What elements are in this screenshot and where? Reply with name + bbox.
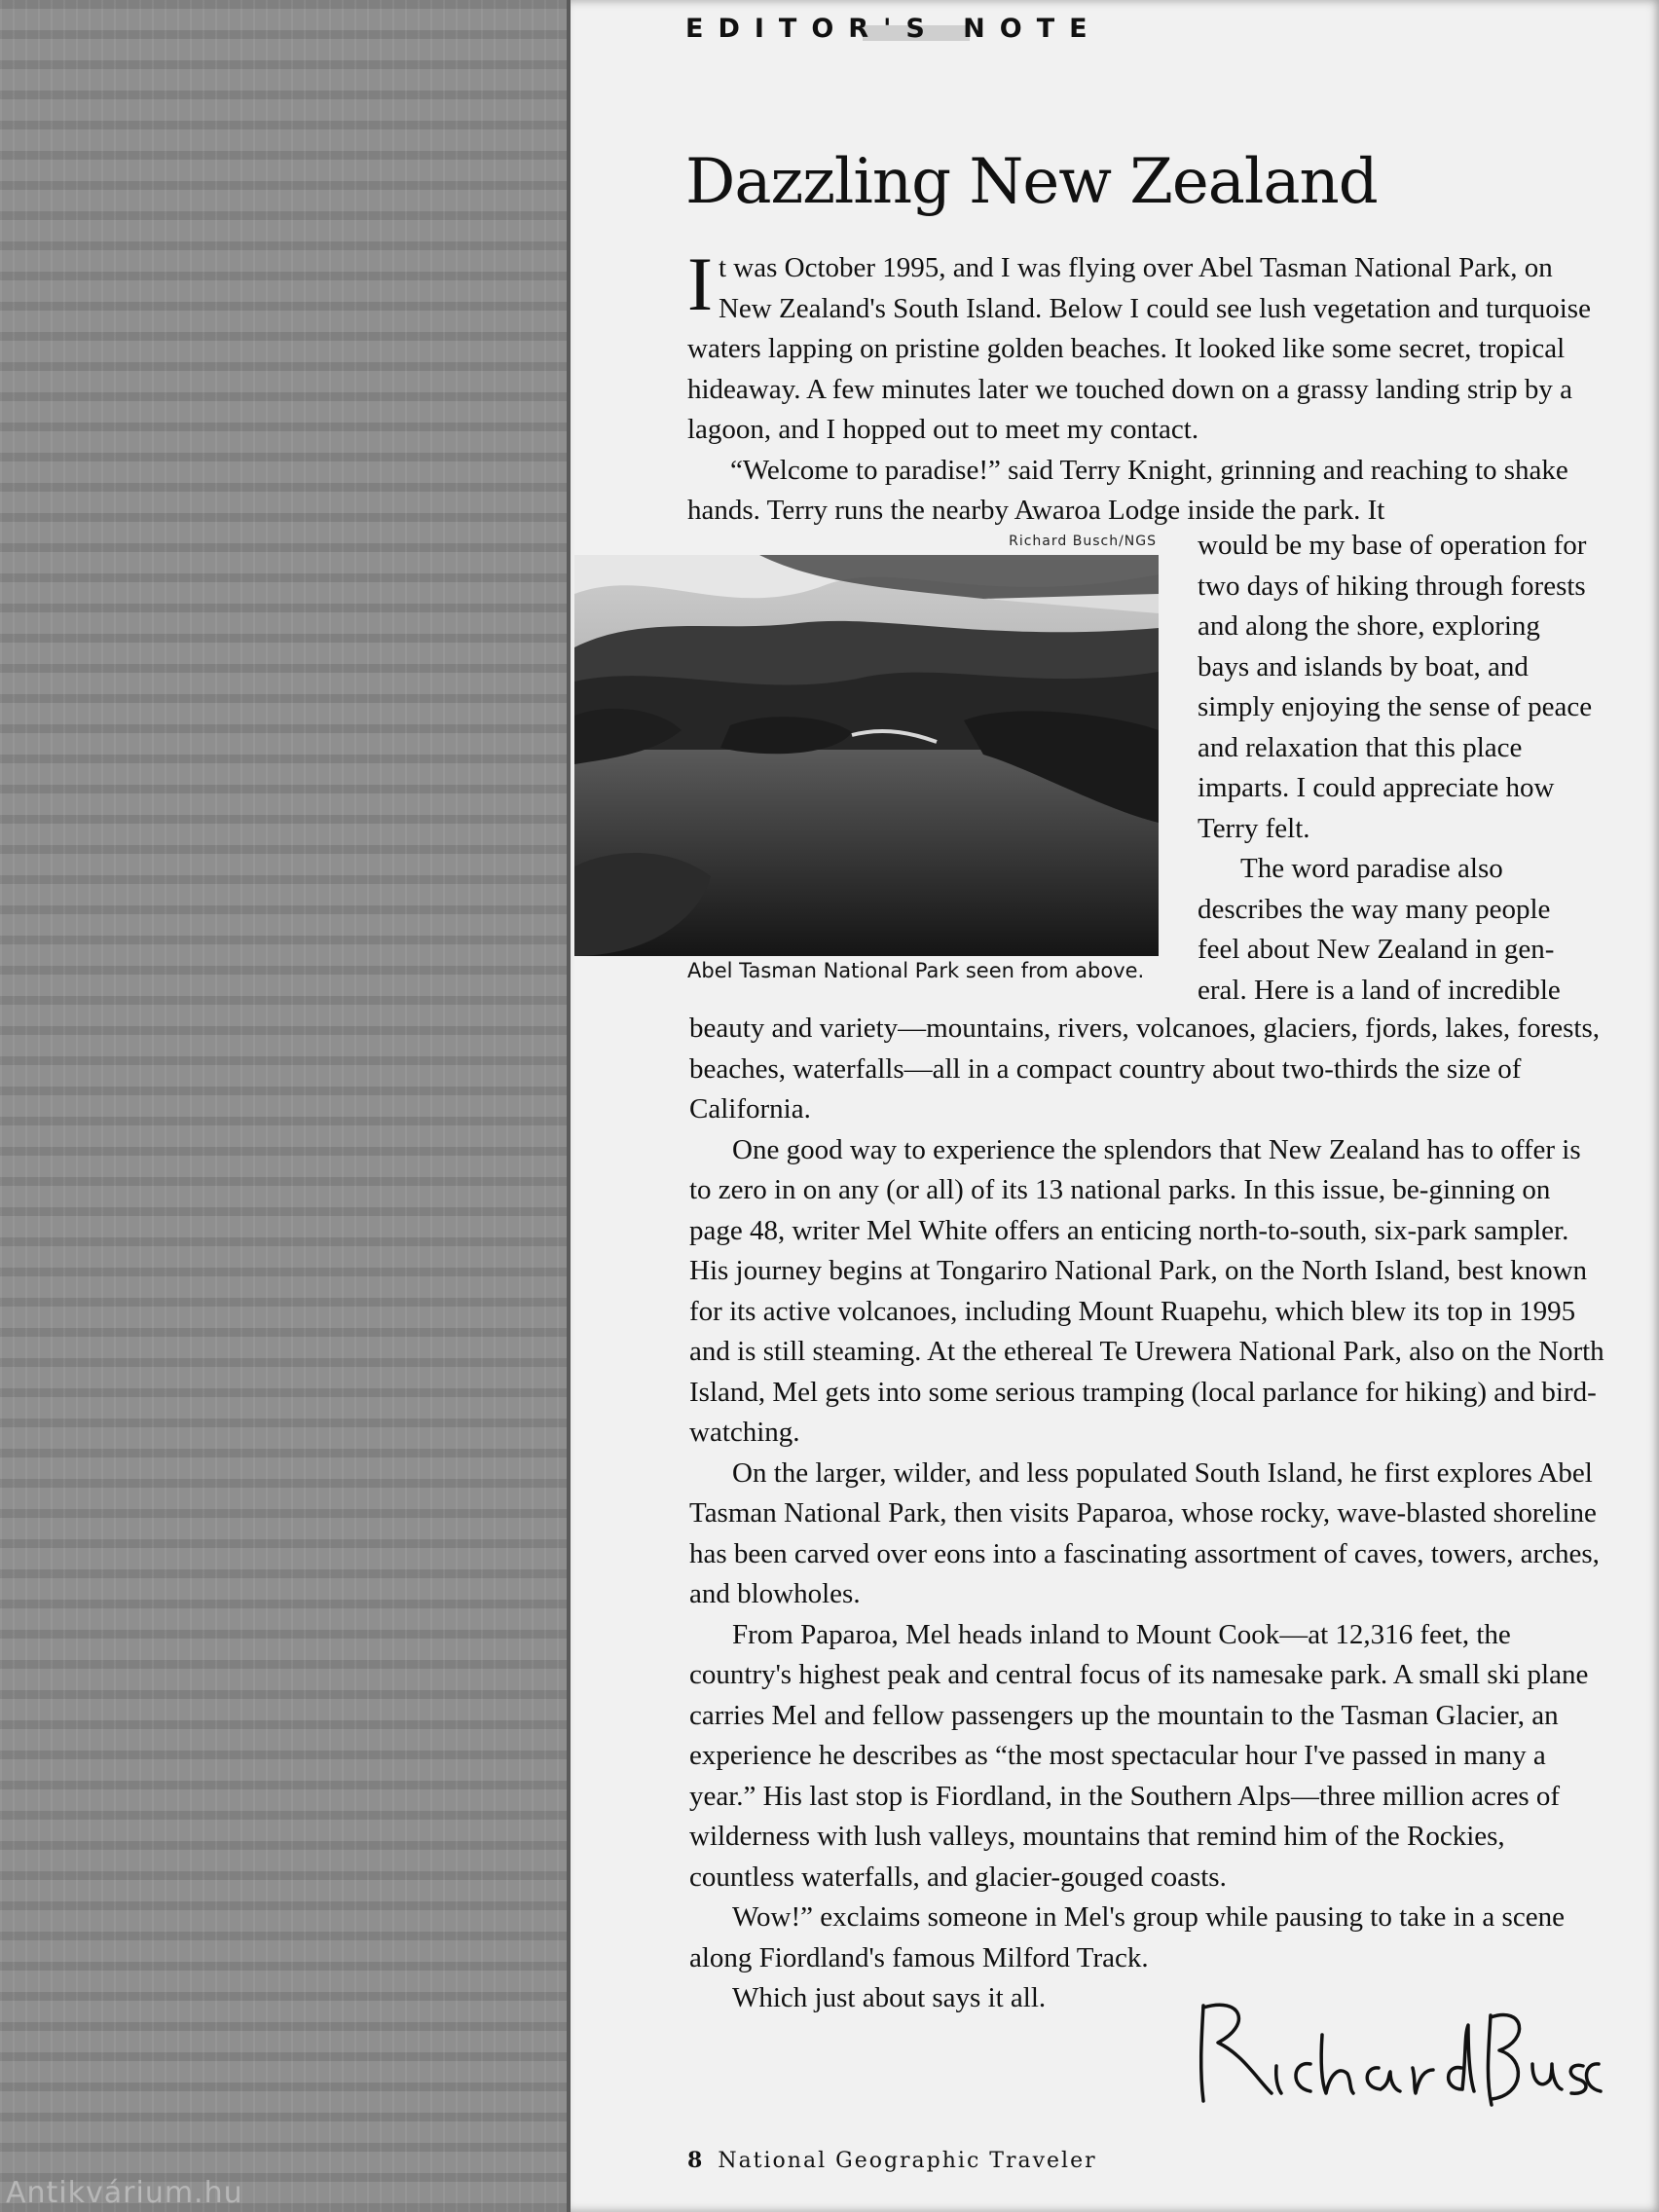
paragraph-3-end: beauty and variety—mountains, rivers, volcanoes, glaciers, fjords, lakes, forests, beaches, waterfalls—all in a compact country about two-thirds the size of California. [689, 1013, 1600, 1124]
article-body-wrap [1198, 526, 1597, 1011]
article-body-bottom [689, 1009, 1604, 2019]
article-title: Dazzling New Zealand [685, 146, 1378, 218]
aerial-photo [574, 555, 1159, 956]
paragraph-1-text: t was October 1995, and I was flying over Abel Tasman National Park, on New Zealand's South Island. Below I could see lush vegetation and turquoise waters lapping on pristine golden beaches. It looked like some secret, tropical hideaway. A few minutes later we touched down on a grassy landing strip by a lagoon, and I hopped out to meet my contact. [687, 252, 1591, 445]
background-surface [0, 0, 567, 2212]
paragraph-6: From Paparoa, Mel heads inland to Mount Cook—at 12,316 feet, the country's highest peak and central focus of its namesake park. A small ski plane carries Mel and fellow passengers up the mountain to the Tasman Glacier, an experience he describes as “the most spectacular hour I've passed in many a year.” His last stop is Fiordland, in the Southern Alps—three million acres of wilderness with lush valleys, mountains that remind him of the Rockies, countless waterfalls, and glacier-gouged coasts. [689, 1618, 1589, 1893]
paragraph-1 [687, 241, 1593, 451]
paragraph-3-start: The word paradise also describes the way many people feel about New Zealand in gen-eral. Here is a land of incredible [1198, 853, 1561, 1006]
signature [1174, 1986, 1603, 2122]
photo-credit: Richard Busch/NGS [1009, 534, 1157, 549]
paragraph-2-end: would be my base of operation for two days of hiking through forests and along the shore, exploring bays and islands by boat, and simply enjoying the sense of peace and relaxation that this place imparts. I could appreciate how Terry felt. [1198, 530, 1593, 844]
magazine-page [567, 0, 1659, 2212]
photo-caption: Abel Tasman National Park seen from above. [687, 959, 1145, 982]
watermark: Antikvárium.hu [6, 2176, 243, 2210]
publication-name: National Geographic Traveler [718, 2149, 1097, 2173]
paragraph-5: On the larger, wilder, and less populated South Island, he first explores Abel Tasman National Park, then visits Paparoa, whose rocky, wave-blasted shoreline has been carved over eons into a fascinating assortment of caves, towers, arches, and blowholes. [689, 1456, 1600, 1609]
page-footer [687, 2148, 1097, 2173]
paragraph-7: Wow!” exclaims someone in Mel's group while pausing to take in a scene along Fiordland's famous Milford Track. [689, 1901, 1565, 1973]
paragraph-4: One good way to experience the splendors that New Zealand has to offer is to zero in on any (or all) of its 13 national parks. In this issue, be-ginning on page 48, writer Mel White offers an enticing north-to-south, six-park sampler. His journey begins at Tongariro National Park, on the North Island, best known for its active volcanoes, including Mount Ruapehu, which blew its top in 1995 and is still steaming. At the ethereal Te Urewera National Park, also on the North Island, Mel gets into some serious tramping (local parlance for hiking) and bird-watching. [689, 1133, 1604, 1448]
drop-cap: I [687, 241, 713, 326]
signature-graphic [1174, 1986, 1603, 2122]
section-kicker-text: EDITOR'S NOTE [685, 14, 1102, 44]
page-number: 8 [687, 2148, 703, 2173]
paragraph-2-start: “Welcome to paradise!” said Terry Knight, grinning and reaching to shake hands. Terry runs the nearby Awaroa Lodge inside the park. It [687, 454, 1568, 526]
section-kicker [685, 14, 1102, 44]
paragraph-8: Which just about says it all. [732, 1982, 1047, 2013]
aerial-photo-graphic [574, 555, 1159, 956]
article-body-top [687, 241, 1593, 532]
